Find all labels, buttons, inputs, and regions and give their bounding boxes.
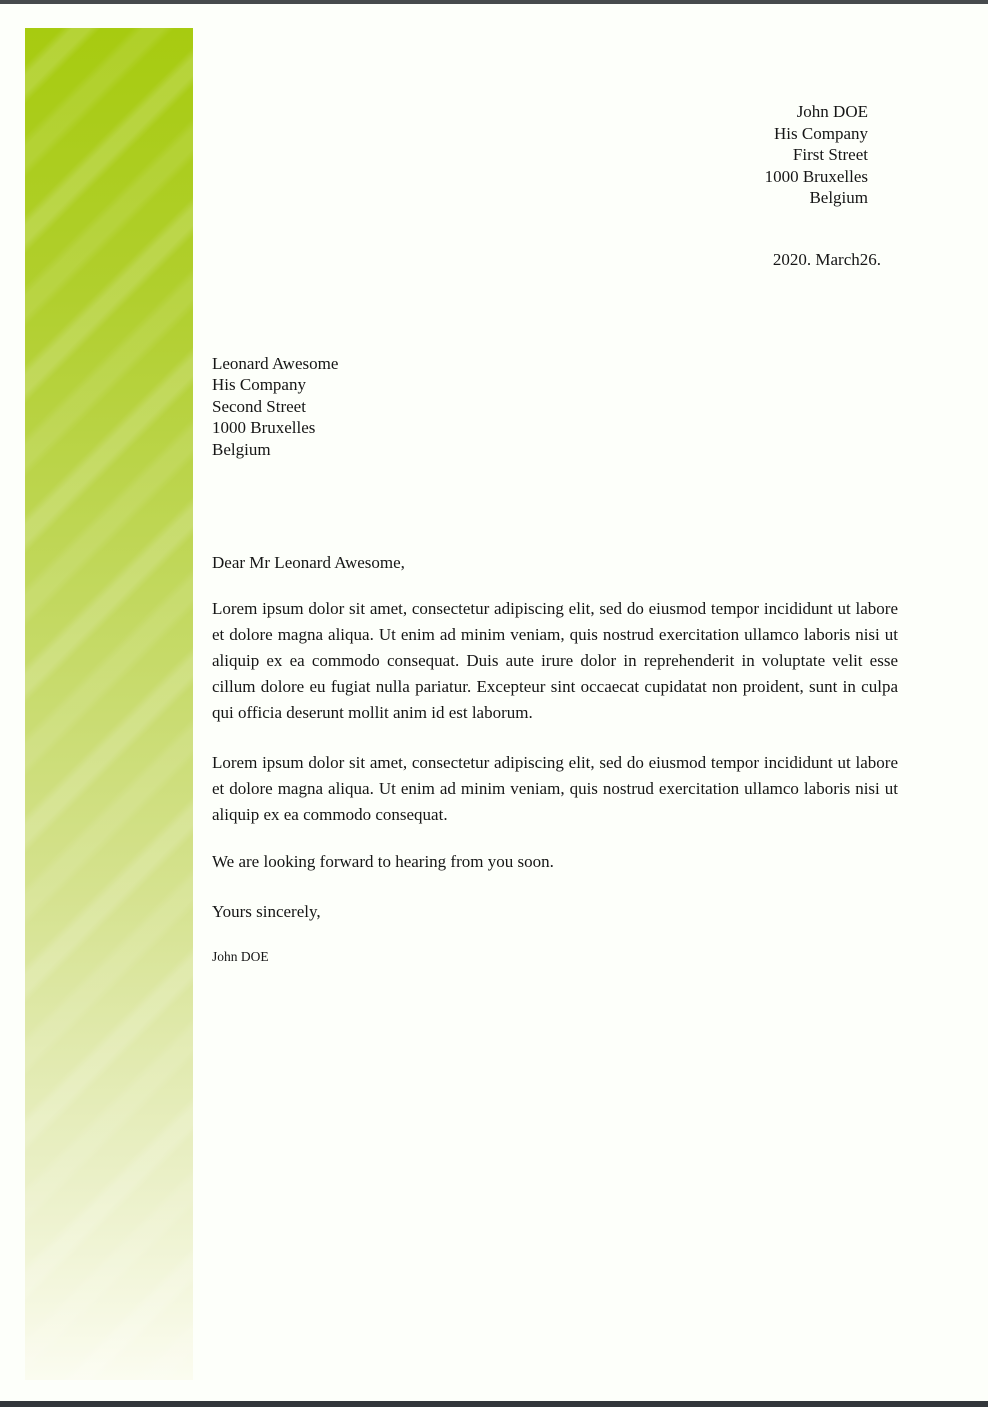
sender-address-line: His Company xyxy=(774,123,868,143)
top-rule xyxy=(0,0,988,4)
signature-name: John DOE xyxy=(212,949,269,964)
bottom-rule xyxy=(0,1401,988,1407)
sender-address-line: John DOE xyxy=(796,102,868,121)
recipient-address-line: Belgium xyxy=(212,439,271,459)
recipient-address-line: Leonard Awesome xyxy=(212,354,339,373)
recipient-address-line: Second Street xyxy=(212,396,306,416)
recipient-address-line: 1000 Bruxelles xyxy=(212,418,316,438)
body-paragraph-2: Lorem ipsum dolor sit amet, consectetur adipiscing elit, sed do eiusmod tempor incididunt ut labore et dolore magna aliqua. Ut enim ad minim veniam, quis nostrud exercitation ullamco laboris nisi ut aliquip ex ea commodo consequat. xyxy=(212,753,898,824)
letter-date: 2020. March26. xyxy=(772,250,881,269)
sender-address xyxy=(765,101,868,209)
body-paragraph-1: Lorem ipsum dolor sit amet, consectetur adipiscing elit, sed do eiusmod tempor incididunt ut labore et dolore magna aliqua. Ut enim ad minim veniam, quis nostrud exercitation ullamco laboris nisi ut aliquip ex ea commodo consequat. Duis aute irure dolor in reprehenderit in voluptate velit esse cillum dolore eu fugiat nulla pariatur. Excepteur sint occaecat cupidatat non proident, sunt in culpa qui officia deserunt mollit anim id est laborum. xyxy=(212,599,898,722)
recipient-address xyxy=(212,353,338,460)
sender-address-line: First Street xyxy=(792,145,868,164)
recipient-address-line: His Company xyxy=(212,375,306,395)
salutation: Dear Mr Leonard Awesome, xyxy=(212,553,405,572)
green-gradient-sidebar xyxy=(25,28,193,1380)
closing-line: We are looking forward to hearing from you soon. xyxy=(212,852,554,871)
sender-address-line: 1000 Bruxelles xyxy=(764,166,868,186)
sender-address-line: Belgium xyxy=(809,188,868,207)
valediction: Yours sincerely, xyxy=(212,902,321,921)
